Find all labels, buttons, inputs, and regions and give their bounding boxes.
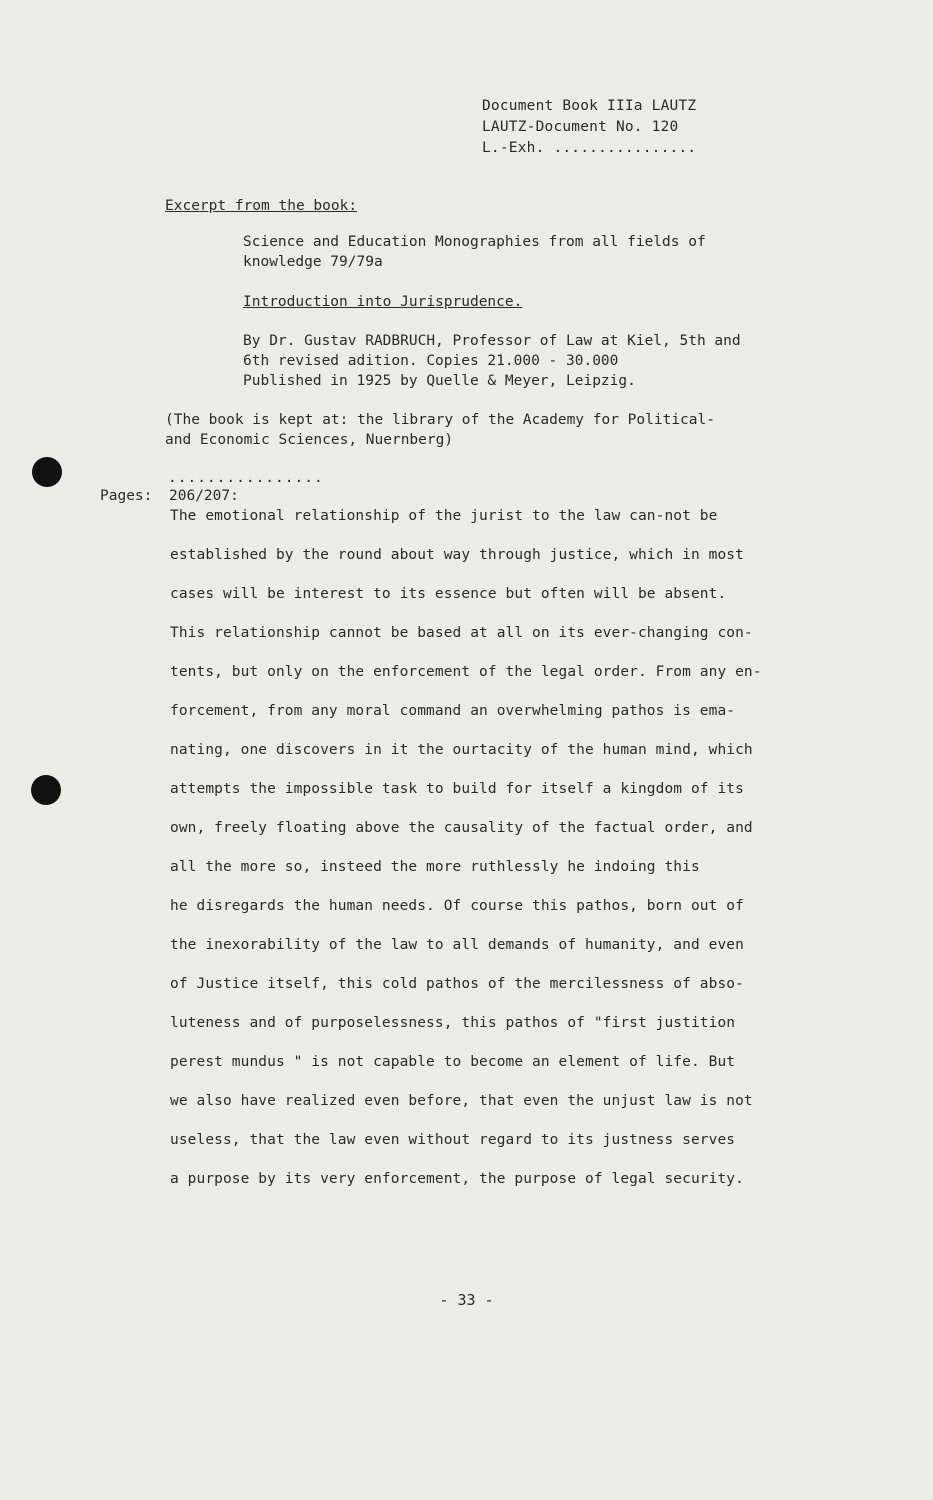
reference-line-3: L.-Exh. ................ (482, 140, 697, 156)
page-number: - 33 - (439, 1291, 494, 1309)
author-info (243, 331, 813, 391)
pages-value: 206/207: (169, 488, 239, 504)
author-line: Published in 1925 by Quelle & Meyer, Leipzig. (243, 373, 636, 389)
author-line: By Dr. Gustav RADBRUCH, Professor of Law at Kiel, 5th and (243, 333, 741, 349)
document-reference (482, 96, 696, 159)
body-line: tents, but only on the enforcement of the legal order. From any en- (170, 664, 762, 680)
body-line: perest mundus " is not capable to become an element of life. But (170, 1054, 736, 1070)
library-note-line: and Economic Sciences, Nuernberg) (165, 432, 454, 448)
excerpt-body (170, 505, 820, 1207)
body-line: The emotional relationship of the jurist to the law can-not be (170, 508, 718, 524)
body-line: of Justice itself, this cold pathos of the mercilessness of abso- (170, 976, 744, 992)
body-line: nating, one discovers in it the ourtacity of the human mind, which (170, 742, 753, 758)
body-line: we also have realized even before, that even the unjust law is not (170, 1093, 753, 1109)
body-line: useless, that the law even without regard to its justness serves (170, 1132, 736, 1148)
author-line: 6th revised adition. Copies 21.000 - 30.000 (243, 353, 619, 369)
body-line: established by the round about way through justice, which in most (170, 547, 744, 563)
body-line: forcement, from any moral command an overwhelming pathos is ema- (170, 703, 736, 719)
book-title-line: Science and Education Monographies from all fields of (243, 234, 706, 250)
body-line: attempts the impossible task to build for itself a kingdom of its (170, 781, 744, 797)
reference-line-1: Document Book IIIa LAUTZ (482, 98, 697, 114)
reference-line-2: LAUTZ-Document No. 120 (482, 119, 679, 135)
book-title (243, 232, 783, 272)
punch-hole (32, 457, 62, 487)
body-line: the inexorability of the law to all demands of humanity, and even (170, 937, 744, 953)
book-title-line: knowledge 79/79a (243, 254, 383, 270)
punch-hole (31, 775, 61, 805)
library-note (165, 410, 805, 450)
excerpt-heading: Excerpt from the book: (165, 198, 358, 214)
separator-dots: ................ (168, 470, 324, 486)
body-line: he disregards the human needs. Of course this pathos, born out of (170, 898, 744, 914)
body-line: cases will be interest to its essence but often will be absent. (170, 586, 727, 602)
book-subtitle: Introduction into Jurisprudence. (243, 294, 523, 310)
body-line: own, freely floating above the causality of the factual order, and (170, 820, 753, 836)
body-line: This relationship cannot be based at all on its ever-changing con- (170, 625, 753, 641)
library-note-line: (The book is kept at: the library of the Academy for Political- (165, 412, 715, 428)
body-line: all the more so, insteed the more ruthlessly he indoing this (170, 859, 700, 875)
pages-label: Pages: (100, 488, 153, 504)
body-line: a purpose by its very enforcement, the purpose of legal security. (170, 1171, 744, 1187)
body-line: luteness and of purposelessness, this pathos of "first justition (170, 1015, 736, 1031)
